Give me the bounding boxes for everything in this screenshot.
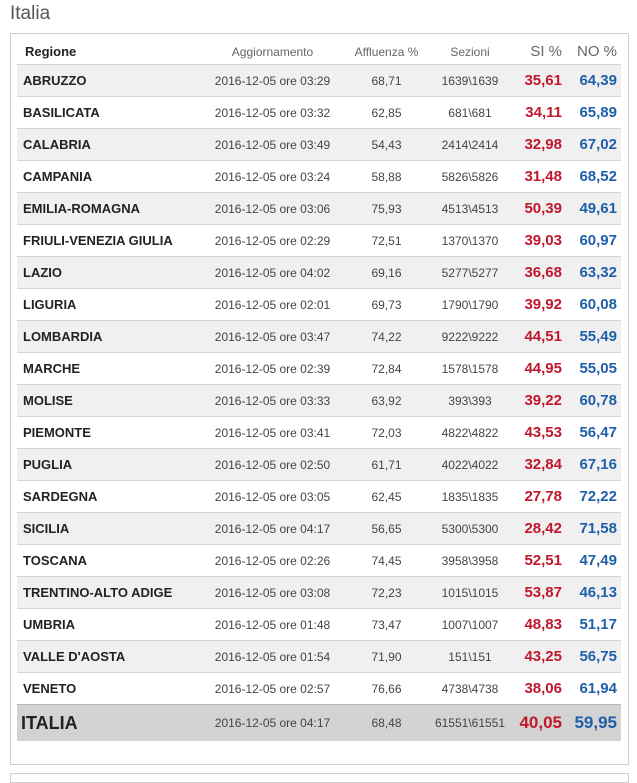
no-cell: 64,39 <box>570 65 621 97</box>
region-cell: TRENTINO-ALTO ADIGE <box>17 577 204 609</box>
header-region: Regione <box>25 44 77 59</box>
sections-cell: 4513\4513 <box>432 193 508 225</box>
table-row <box>17 641 621 673</box>
total-si-cell: 40,05 <box>508 705 570 742</box>
update-cell: 2016-12-05 ore 03:08 <box>204 577 341 609</box>
update-cell: 2016-12-05 ore 04:02 <box>204 257 341 289</box>
region-cell: LAZIO <box>17 257 204 289</box>
region-cell: LIGURIA <box>17 289 204 321</box>
turnout-cell: 76,66 <box>341 673 432 705</box>
update-cell: 2016-12-05 ore 03:05 <box>204 481 341 513</box>
sections-cell: 5826\5826 <box>432 161 508 193</box>
no-cell: 68,52 <box>570 161 621 193</box>
region-cell: PIEMONTE <box>17 417 204 449</box>
update-cell: 2016-12-05 ore 04:17 <box>204 513 341 545</box>
update-cell: 2016-12-05 ore 02:57 <box>204 673 341 705</box>
si-cell: 27,78 <box>508 481 570 513</box>
sections-cell: 9222\9222 <box>432 321 508 353</box>
turnout-cell: 74,22 <box>341 321 432 353</box>
total-region-cell: ITALIA <box>17 705 204 742</box>
table-row <box>17 385 621 417</box>
turnout-cell: 72,23 <box>341 577 432 609</box>
region-cell: TOSCANA <box>17 545 204 577</box>
update-cell: 2016-12-05 ore 03:41 <box>204 417 341 449</box>
table-row <box>17 193 621 225</box>
si-cell: 34,11 <box>508 97 570 129</box>
update-cell: 2016-12-05 ore 03:33 <box>204 385 341 417</box>
sections-cell: 5277\5277 <box>432 257 508 289</box>
region-cell: LOMBARDIA <box>17 321 204 353</box>
sections-cell: 681\681 <box>432 97 508 129</box>
sections-cell: 4738\4738 <box>432 673 508 705</box>
table-row <box>17 65 621 97</box>
no-cell: 72,22 <box>570 481 621 513</box>
region-cell: FRIULI-VENEZIA GIULIA <box>17 225 204 257</box>
sections-cell: 1639\1639 <box>432 65 508 97</box>
no-cell: 47,49 <box>570 545 621 577</box>
table-row <box>17 161 621 193</box>
total-row <box>17 705 621 742</box>
si-cell: 36,68 <box>508 257 570 289</box>
update-cell: 2016-12-05 ore 02:26 <box>204 545 341 577</box>
si-cell: 38,06 <box>508 673 570 705</box>
no-cell: 49,61 <box>570 193 621 225</box>
sections-cell: 2414\2414 <box>432 129 508 161</box>
no-cell: 60,08 <box>570 289 621 321</box>
region-cell: BASILICATA <box>17 97 204 129</box>
header-no: NO % <box>576 43 617 60</box>
no-cell: 67,16 <box>570 449 621 481</box>
region-cell: SICILIA <box>17 513 204 545</box>
total-turnout-cell: 68,48 <box>341 705 432 742</box>
no-cell: 56,75 <box>570 641 621 673</box>
si-cell: 39,03 <box>508 225 570 257</box>
no-cell: 51,17 <box>570 609 621 641</box>
region-cell: CALABRIA <box>17 129 204 161</box>
si-cell: 32,98 <box>508 129 570 161</box>
results-table <box>17 39 621 741</box>
total-no-cell: 59,95 <box>570 705 621 742</box>
region-cell: SARDEGNA <box>17 481 204 513</box>
turnout-cell: 72,03 <box>341 417 432 449</box>
si-cell: 31,48 <box>508 161 570 193</box>
turnout-cell: 63,92 <box>341 385 432 417</box>
turnout-cell: 73,47 <box>341 609 432 641</box>
sections-cell: 4022\4022 <box>432 449 508 481</box>
turnout-cell: 69,73 <box>341 289 432 321</box>
sections-cell: 1007\1007 <box>432 609 508 641</box>
table-row <box>17 353 621 385</box>
region-cell: MOLISE <box>17 385 204 417</box>
region-cell: MARCHE <box>17 353 204 385</box>
turnout-cell: 54,43 <box>341 129 432 161</box>
sections-cell: 393\393 <box>432 385 508 417</box>
table-row <box>17 417 621 449</box>
si-cell: 44,95 <box>508 353 570 385</box>
update-cell: 2016-12-05 ore 03:32 <box>204 97 341 129</box>
table-header-row <box>17 39 621 65</box>
no-cell: 63,32 <box>570 257 621 289</box>
table-row <box>17 513 621 545</box>
table-row <box>17 321 621 353</box>
sections-cell: 1835\1835 <box>432 481 508 513</box>
no-cell: 67,02 <box>570 129 621 161</box>
si-cell: 35,61 <box>508 65 570 97</box>
sections-cell: 1015\1015 <box>432 577 508 609</box>
si-cell: 44,51 <box>508 321 570 353</box>
update-cell: 2016-12-05 ore 03:24 <box>204 161 341 193</box>
update-cell: 2016-12-05 ore 02:29 <box>204 225 341 257</box>
turnout-cell: 68,71 <box>341 65 432 97</box>
table-row <box>17 545 621 577</box>
si-cell: 28,42 <box>508 513 570 545</box>
sections-cell: 1578\1578 <box>432 353 508 385</box>
si-cell: 43,53 <box>508 417 570 449</box>
no-cell: 60,78 <box>570 385 621 417</box>
si-cell: 32,84 <box>508 449 570 481</box>
turnout-cell: 72,51 <box>341 225 432 257</box>
sections-cell: 151\151 <box>432 641 508 673</box>
region-cell: ABRUZZO <box>17 65 204 97</box>
sections-cell: 3958\3958 <box>432 545 508 577</box>
turnout-cell: 62,85 <box>341 97 432 129</box>
turnout-cell: 61,71 <box>341 449 432 481</box>
region-cell: EMILIA-ROMAGNA <box>17 193 204 225</box>
turnout-cell: 58,88 <box>341 161 432 193</box>
no-cell: 61,94 <box>570 673 621 705</box>
update-cell: 2016-12-05 ore 03:29 <box>204 65 341 97</box>
update-cell: 2016-12-05 ore 03:49 <box>204 129 341 161</box>
table-row <box>17 609 621 641</box>
table-row <box>17 481 621 513</box>
table-row <box>17 129 621 161</box>
si-cell: 43,25 <box>508 641 570 673</box>
sections-cell: 1790\1790 <box>432 289 508 321</box>
si-cell: 53,87 <box>508 577 570 609</box>
update-cell: 2016-12-05 ore 03:06 <box>204 193 341 225</box>
region-cell: VALLE D'AOSTA <box>17 641 204 673</box>
table-row <box>17 673 621 705</box>
update-cell: 2016-12-05 ore 01:54 <box>204 641 341 673</box>
update-cell: 2016-12-05 ore 02:01 <box>204 289 341 321</box>
region-cell: VENETO <box>17 673 204 705</box>
header-turnout: Affluenza % <box>354 44 419 59</box>
update-cell: 2016-12-05 ore 01:48 <box>204 609 341 641</box>
region-cell: UMBRIA <box>17 609 204 641</box>
table-row <box>17 97 621 129</box>
si-cell: 48,83 <box>508 609 570 641</box>
si-cell: 39,92 <box>508 289 570 321</box>
table-row <box>17 577 621 609</box>
no-cell: 46,13 <box>570 577 621 609</box>
si-cell: 39,22 <box>508 385 570 417</box>
no-cell: 55,49 <box>570 321 621 353</box>
region-cell: CAMPANIA <box>17 161 204 193</box>
si-cell: 50,39 <box>508 193 570 225</box>
sections-cell: 4822\4822 <box>432 417 508 449</box>
no-cell: 55,05 <box>570 353 621 385</box>
update-cell: 2016-12-05 ore 02:39 <box>204 353 341 385</box>
table-row <box>17 225 621 257</box>
table-row <box>17 449 621 481</box>
update-cell: 2016-12-05 ore 03:47 <box>204 321 341 353</box>
total-update-cell: 2016-12-05 ore 04:17 <box>204 705 341 742</box>
table-row <box>17 257 621 289</box>
next-panel <box>10 773 629 783</box>
turnout-cell: 74,45 <box>341 545 432 577</box>
turnout-cell: 75,93 <box>341 193 432 225</box>
header-si: SI % <box>530 43 562 60</box>
si-cell: 52,51 <box>508 545 570 577</box>
turnout-cell: 72,84 <box>341 353 432 385</box>
header-sections: Sezioni <box>450 44 490 59</box>
sections-cell: 1370\1370 <box>432 225 508 257</box>
turnout-cell: 69,16 <box>341 257 432 289</box>
total-sections-cell: 61551\61551 <box>432 705 508 742</box>
turnout-cell: 62,45 <box>341 481 432 513</box>
no-cell: 56,47 <box>570 417 621 449</box>
region-cell: PUGLIA <box>17 449 204 481</box>
header-update: Aggiornamento <box>231 44 314 59</box>
turnout-cell: 56,65 <box>341 513 432 545</box>
page-title: Italia <box>10 3 51 24</box>
no-cell: 71,58 <box>570 513 621 545</box>
table-row <box>17 289 621 321</box>
sections-cell: 5300\5300 <box>432 513 508 545</box>
no-cell: 60,97 <box>570 225 621 257</box>
update-cell: 2016-12-05 ore 02:50 <box>204 449 341 481</box>
no-cell: 65,89 <box>570 97 621 129</box>
table-body <box>17 65 621 742</box>
turnout-cell: 71,90 <box>341 641 432 673</box>
